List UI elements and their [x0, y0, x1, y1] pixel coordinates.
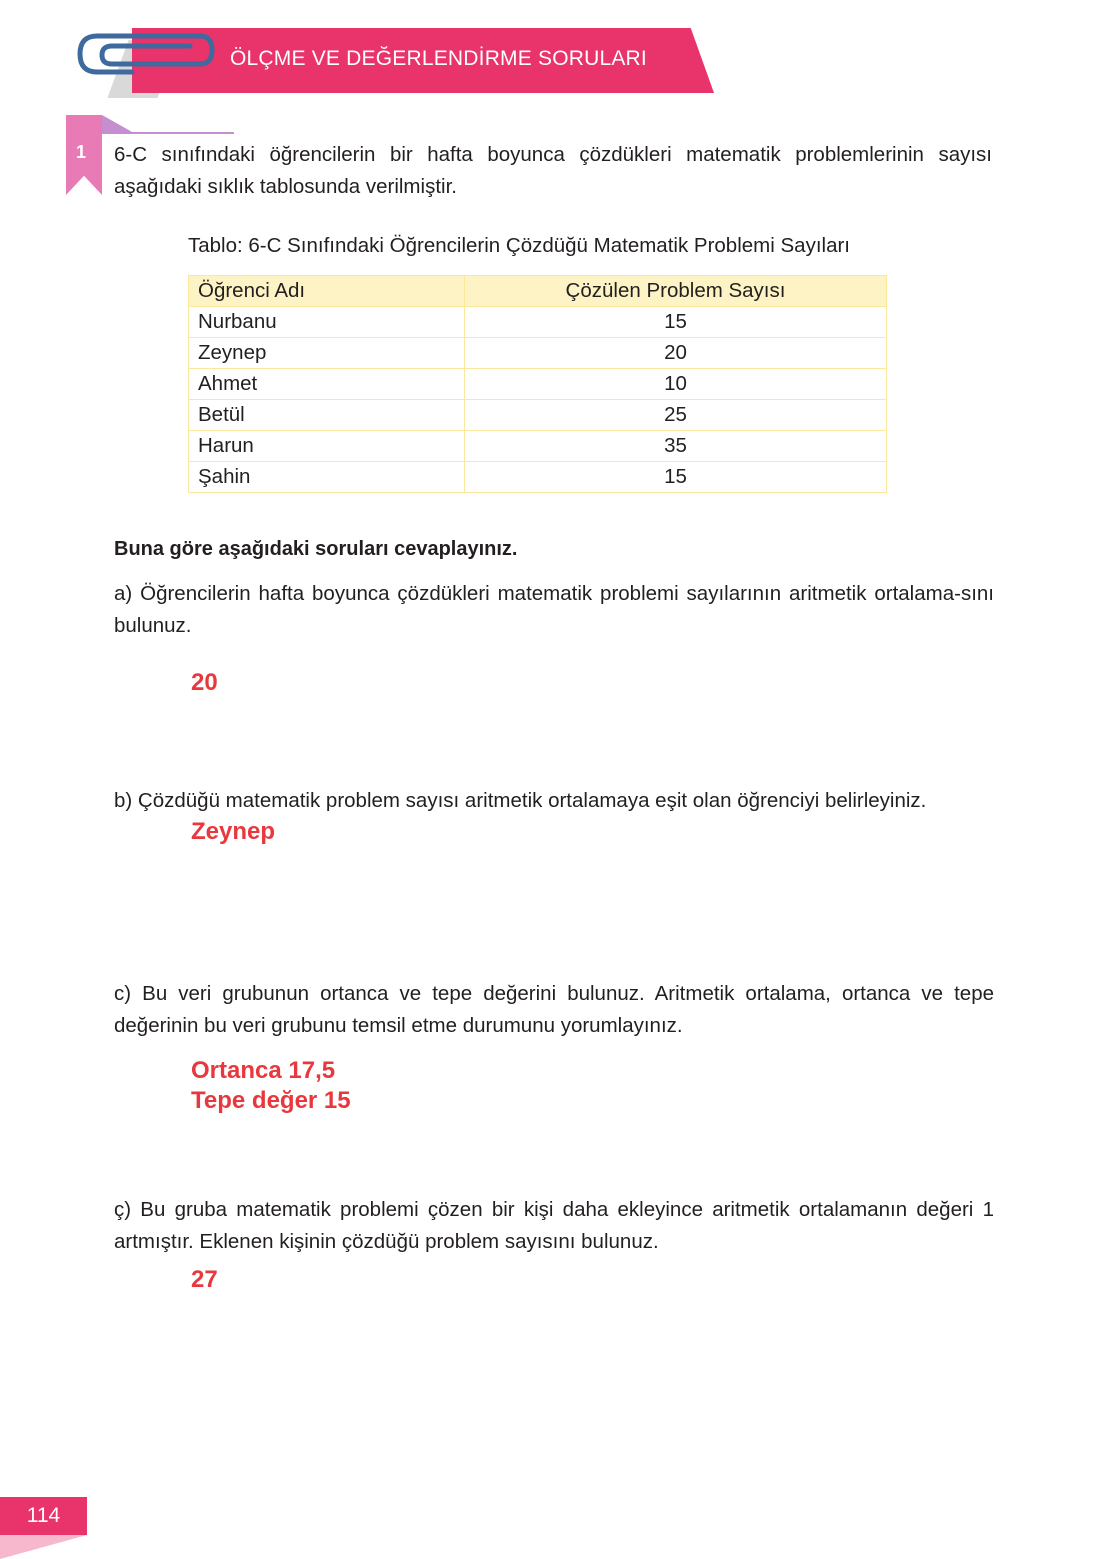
section-title: ÖLÇME VE DEĞERLENDİRME SORULARI: [230, 47, 647, 70]
table-row: [189, 462, 887, 493]
column-header-student: Öğrenci Adı: [189, 276, 465, 307]
problem-count: 15: [465, 462, 887, 493]
answer-c-median: Ortanca 17,5: [191, 1057, 336, 1084]
badge-tab: [102, 115, 134, 133]
student-name: Şahin: [189, 462, 465, 493]
student-name: Nurbanu: [189, 307, 465, 338]
table-row: [189, 307, 887, 338]
answer-cc: 27: [191, 1266, 218, 1293]
frequency-table: [188, 275, 887, 493]
student-name: Harun: [189, 431, 465, 462]
answer-a: 20: [191, 669, 218, 696]
answer-b: Zeynep: [191, 818, 276, 845]
question-number: 1: [76, 142, 87, 162]
table-row: [189, 431, 887, 462]
question-cc: ç) Bu gruba matematik problemi çözen bir kişi daha ekleyince aritmetik ortalamanın değeri 1 artmıştır. Eklenen kişinin çözdüğü problem sayısını bulunuz.: [114, 1198, 994, 1253]
question-b: b) Çözdüğü matematik problem sayısı aritmetik ortalamaya eşit olan öğrenciyi belirleyiniz.: [114, 789, 927, 812]
table-row: [189, 338, 887, 369]
answer-c-mode: Tepe değer 15: [191, 1087, 351, 1114]
badge-underline: [102, 132, 234, 134]
question-a: a) Öğrencilerin hafta boyunca çözdükleri matematik problemi sayılarının aritmetik ortalama-sını bulunuz.: [114, 582, 994, 637]
page-number: 114: [26, 1504, 61, 1527]
instruction-text: Buna göre aşağıdaki soruları cevaplayınız.: [114, 538, 518, 560]
problem-count: 15: [465, 307, 887, 338]
column-header-count: Çözülen Problem Sayısı: [465, 276, 887, 307]
table-header-row: [189, 276, 887, 307]
problem-count: 20: [465, 338, 887, 369]
student-name: Zeynep: [189, 338, 465, 369]
problem-count: 35: [465, 431, 887, 462]
question-c: c) Bu veri grubunun ortanca ve tepe değerini bulunuz. Aritmetik ortalama, ortanca ve tepe değerinin bu veri grubunu temsil etme durumunu yorumlayınız.: [114, 982, 994, 1037]
table-row: [189, 400, 887, 431]
problem-count: 10: [465, 369, 887, 400]
problem-count: 25: [465, 400, 887, 431]
paperclip-icon: [72, 20, 222, 90]
page-number-tail: [0, 1535, 87, 1559]
question-intro: 6-C sınıfındaki öğrencilerin bir hafta boyunca çözdükleri matematik problemlerinin sayısı aşağıdaki sıklık tablosunda verilmiştir.: [114, 143, 992, 198]
student-name: Betül: [189, 400, 465, 431]
table-caption: Tablo: 6-C Sınıfındaki Öğrencilerin Çözdüğü Matematik Problemi Sayıları: [188, 234, 850, 257]
student-name: Ahmet: [189, 369, 465, 400]
table-row: [189, 369, 887, 400]
